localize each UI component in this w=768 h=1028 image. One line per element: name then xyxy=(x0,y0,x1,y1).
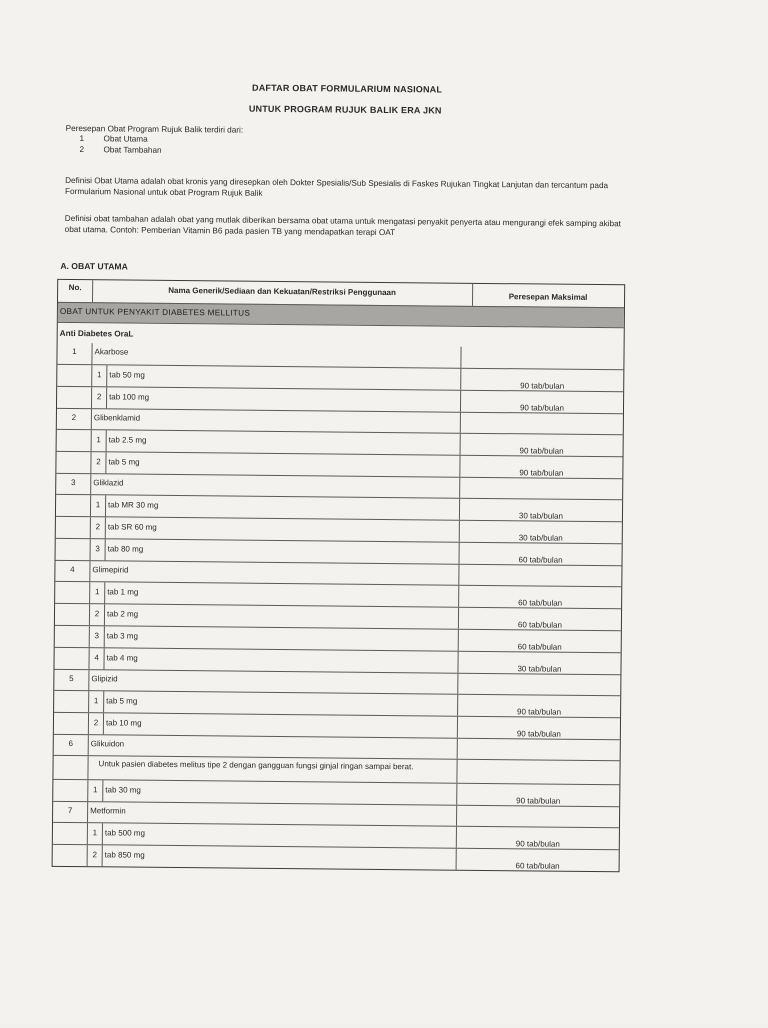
item-index: 3 xyxy=(90,539,106,560)
item-index: 2 xyxy=(89,604,105,625)
item-index: 1 xyxy=(90,495,106,516)
item-index: 1 xyxy=(87,823,103,844)
item-max-prescription: 30 tab/bulan xyxy=(518,533,563,543)
item-index: 2 xyxy=(90,452,106,473)
item-index: 1 xyxy=(91,430,107,451)
drug-name: Glipizid xyxy=(88,670,458,694)
drug-name: Akarbose xyxy=(91,343,461,368)
item-preparation: tab SR 60 mg xyxy=(106,517,460,541)
item-index: 1 xyxy=(87,780,103,801)
item-max-prescription: 90 tab/bulan xyxy=(516,796,561,806)
drug-table xyxy=(52,279,626,872)
item-index: 2 xyxy=(90,517,106,538)
definition-obat-tambahan: Definisi obat tambahan adalah obat yang mutlak diberikan bersama obat utama untuk mengatasi penyakit penyerta atau mengurangi efek samping akibat obat utama. Contoh: Pemberian Vitamin B6 pada pasien TB yang mendapatkan terapi OAT xyxy=(64,213,622,238)
table-row xyxy=(53,844,619,871)
drug-number: 6 xyxy=(68,738,74,749)
item-preparation: tab 30 mg xyxy=(103,780,457,804)
item-max-prescription: 60 tab/bulan xyxy=(518,598,563,608)
item-max-prescription: 60 tab/bulan xyxy=(517,642,562,652)
list-number: 1 xyxy=(79,134,85,144)
item-index: 3 xyxy=(89,626,105,647)
category-label: OBAT UNTUK PENYAKIT DIABETES MELLITUS xyxy=(59,306,251,318)
item-index: 1 xyxy=(91,365,107,386)
item-index: 2 xyxy=(91,387,107,408)
item-index: 1 xyxy=(88,691,104,712)
item-max-prescription: 60 tab/bulan xyxy=(517,620,562,630)
item-preparation: tab 2 mg xyxy=(105,604,459,628)
item-preparation: tab 80 mg xyxy=(106,539,460,563)
item-index: 2 xyxy=(87,845,103,866)
item-max-prescription: 60 tab/bulan xyxy=(518,555,563,565)
item-preparation: tab 2.5 mg xyxy=(107,430,461,454)
item-preparation: tab 100 mg xyxy=(107,387,461,411)
column-header-name: Nama Generik/Sediaan dan Kekuatan/Restriksi Penggunaan xyxy=(92,280,473,306)
drug-number: 5 xyxy=(69,673,74,684)
item-index: 4 xyxy=(88,648,104,669)
drug-number: 7 xyxy=(67,805,73,816)
item-preparation: tab 5 mg xyxy=(104,691,458,715)
doc-title-line1: DAFTAR OBAT FORMULARIUM NASIONAL xyxy=(252,82,443,95)
drug-number: 3 xyxy=(70,477,76,488)
drug-name: Glikuidon xyxy=(88,735,458,759)
list-number: 2 xyxy=(79,145,85,155)
column-header-max: Peresepan Maksimal xyxy=(508,292,588,302)
item-preparation: tab MR 30 mg xyxy=(106,495,460,519)
item-max-prescription: 60 tab/bulan xyxy=(515,861,560,871)
item-preparation: tab 500 mg xyxy=(103,823,457,847)
item-max-prescription: 90 tab/bulan xyxy=(515,839,560,849)
item-preparation: tab 4 mg xyxy=(104,648,458,672)
drug-number: 4 xyxy=(70,564,75,575)
item-preparation: tab 3 mg xyxy=(105,626,459,650)
section-heading: A. OBAT UTAMA xyxy=(60,260,128,272)
item-max-prescription: 90 tab/bulan xyxy=(516,729,561,739)
item-max-prescription: 90 tab/bulan xyxy=(519,446,564,456)
subcategory-label: Anti Diabetes OraL xyxy=(59,328,134,339)
drug-number: 2 xyxy=(71,412,77,423)
item-max-prescription: 90 tab/bulan xyxy=(519,403,565,413)
intro-text: Peresepan Obat Program Rujuk Balik terdiri dari: xyxy=(65,123,244,135)
list-label: Obat Utama xyxy=(103,134,148,144)
item-max-prescription: 30 tab/bulan xyxy=(517,664,562,674)
drug-name: Glibenklamid xyxy=(91,409,461,433)
item-max-prescription: 90 tab/bulan xyxy=(520,381,565,391)
item-max-prescription: 90 tab/bulan xyxy=(519,468,564,478)
list-label: Obat Tambahan xyxy=(103,145,162,155)
item-preparation: tab 5 mg xyxy=(106,452,460,476)
item-preparation: tab 10 mg xyxy=(104,713,458,737)
drug-name: Glimepirid xyxy=(89,561,459,585)
item-index: 1 xyxy=(89,582,105,603)
doc-title-line2: UNTUK PROGRAM RUJUK BALIK ERA JKN xyxy=(248,103,442,116)
drug-rows xyxy=(53,343,624,871)
item-max-prescription: 90 tab/bulan xyxy=(517,707,562,717)
drug-number: 1 xyxy=(72,347,77,357)
item-index: 2 xyxy=(88,713,104,734)
item-max-prescription: 30 tab/bulan xyxy=(518,511,564,521)
definition-obat-utama: Definisi Obat Utama adalah obat kronis yang diresepkan oleh Dokter Spesialis/Sub Spesialis di Faskes Rujukan Tingkat Lanjutan dan tercantum pada Formularium Nasional untuk obat Program Rujuk Balik xyxy=(65,175,609,198)
drug-name: Metformin xyxy=(87,802,457,826)
drug-name: Gliklazid xyxy=(90,474,460,498)
item-preparation: tab 1 mg xyxy=(105,582,459,606)
column-header-no: No. xyxy=(58,280,93,302)
item-preparation: tab 50 mg xyxy=(107,365,461,389)
item-preparation: tab 850 mg xyxy=(103,845,457,869)
restriction-note: Untuk pasien diabetes melitus tipe 2 dengan gangguan fungsi ginjal ringan sampai berat. xyxy=(87,756,457,783)
